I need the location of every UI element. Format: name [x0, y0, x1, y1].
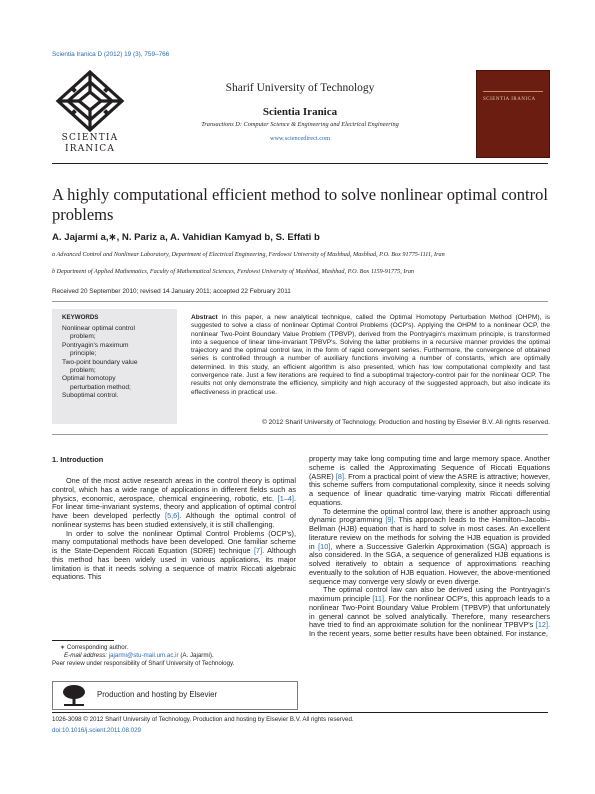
- doi-link[interactable]: doi:10.1016/j.scient.2011.08.029: [52, 727, 141, 734]
- journal-name: Scientia Iranica: [262, 106, 338, 118]
- affiliation-a: a Advanced Control and Nonlinear Laboratory, Department of Electrical Engineering, Ferdowsi University of Mashhad, Mashhad, P.O. Box 91775-1111, Iran: [52, 251, 445, 258]
- affiliation-b: b Department of Applied Mathematics, Faculty of Mathematical Sciences, Ferdowsi University of Mashhad, Mashhad, P.O. Box 1159-91775, Iran: [52, 268, 415, 275]
- right-column: [309, 455, 550, 639]
- left-column: [52, 477, 296, 582]
- paragraph: property may take long computing time and large memory space. Another scheme is called the Approximating Sequence of Riccati Equations (ASRE) [8]. From a practical point of view the ASRE is attractive; however, this scheme suffers from computational complexity, since it needs solving a sequence of linear quadratic time-varying matrix Riccati differential equations.: [309, 454, 550, 507]
- issn-copyright: 1026-3098 © 2012 Sharif University of Technology. Production and hosting by Elsevier B.V. All rights reserved.: [52, 716, 354, 723]
- cover-title: SCIENTIA IRANICA: [483, 97, 536, 102]
- abstract-copyright: © 2012 Sharif University of Technology. Production and hosting by Elsevier B.V. All rights reserved.: [261, 419, 550, 426]
- cover-rule: [483, 91, 543, 92]
- abstract-text: In this paper, a new analytical technique, called the Optimal Homotopy Perturbation Method (OHPM), is suggested to solve a class of nonlinear Optimal Control Problems (OCP's). Applying the OHPM to a nonlinear OCP, the nonlinear Two-Point Boundary Value Problem (TPBVP), derived from the Pontryagin's maximum principle, is transformed into a sequence of linear time-invariant TPBVP's. Solving the latter problems in a recursive manner provides the optimal trajectory and the optimal control law, in the form of rapid convergent series. Furthermore, the convergence of obtained series is controlled through a number of auxiliary functions involving a number of constants, which are optimally determined. In this study, an efficient algorithm is also presented, which has low computational complexity and fast convergence rate. Just a few iterations are required to find a suboptimal trajectory-control pair for the nonlinear OCP. The results not only demonstrate the efficiency, simplicity and high accuracy of the suggested approach, but also indicate its effectiveness in practical use.: [191, 314, 550, 396]
- article-dates: Received 20 September 2010; revised 14 January 2011; accepted 22 February 2011: [52, 288, 291, 295]
- abstract-divider: [52, 434, 548, 435]
- paragraph: To determine the optimal control law, there is another approach using dynamic programming [9]. This approach leads to the Hamilton–Jacobi–Bellman (HJB) equation that is hard to solve in most cases. An excellent literature review on the methods for solving the HJB equation is provided in [10], where a Successive Galerkin Approximation (SGA) approach is also considered. In the SGA, a sequence of generalized HJB equations is solved iteratively to obtain a sequence of approximations reaching eventually to the solution of HJB equation. However, the above-mentioned sequence may converge very slowly or even diverge.: [309, 506, 550, 586]
- corresponding-author-note: ∗ Corresponding author.: [60, 644, 129, 651]
- journal-header: [135, 82, 465, 142]
- footer-divider: [52, 712, 548, 713]
- peer-review-note: Peer review under responsibility of Sharif University of Technology.: [52, 660, 235, 667]
- elsevier-tree-icon: [61, 684, 87, 707]
- keyword-item: Two-point boundary value problem;: [62, 358, 138, 375]
- journal-subtitle: Transactions D: Computer Science & Engineering and Electrical Engineering: [201, 121, 399, 128]
- footnote-rule: [52, 640, 114, 641]
- logo-line-2: IRANICA: [64, 144, 116, 154]
- university-name: Sharif University of Technology: [225, 82, 375, 94]
- header-divider: [52, 163, 548, 164]
- reference-link[interactable]: [10]: [318, 541, 331, 551]
- elsevier-banner: [52, 681, 298, 710]
- logo-knot-icon: [52, 70, 128, 132]
- article-title: A highly computational efficient method to solve nonlinear optimal control problems: [52, 185, 548, 224]
- paragraph: The optimal control law can also be derived using the Pontryagin's maximum principle [11]. For the nonlinear OCP's, this approach leads to a nonlinear Two-Point Boundary Value Problem (TPBVP) that unfortunately in general cannot be solved analytically. Therefore, many researchers have tried to find an approximate solution for the nonlinear TPBVP's [12]. In the recent years, some better results have been obtained. For instance,: [309, 585, 550, 638]
- journal-cover-thumbnail: [476, 70, 550, 158]
- keyword-item: Pontryagin's maximum principle;: [62, 341, 129, 358]
- paragraph: In order to solve the nonlinear Optimal Control Problems (OCP's), many computational methods have been developed. One familiar scheme is the State-Dependent Riccati Equation (SDRE) technique [7]. Although this method has been widely used in various applications, its major limitation is that it needs solving a sequence of matrix Riccati algebraic equations. This: [52, 528, 296, 582]
- abstract: [191, 314, 550, 397]
- email-link[interactable]: jajarmi@stu-mail.um.ac.ir: [108, 652, 179, 659]
- elsevier-label: Production and hosting by Elsevier: [97, 690, 218, 699]
- reference-link[interactable]: [9]: [385, 515, 394, 525]
- keywords-list: [62, 325, 174, 401]
- logo-line-1: SCIENTIA: [61, 133, 119, 143]
- logo-wordmark: [52, 133, 128, 155]
- author-list: A. Jajarmi a,∗, N. Pariz a, A. Vahidian Kamyad b, S. Effati b: [52, 232, 320, 243]
- reference-link[interactable]: [8]: [335, 471, 344, 481]
- keyword-item: Suboptimal control.: [62, 392, 119, 400]
- reference-link[interactable]: [12]: [535, 620, 548, 630]
- keyword-item: Nonlinear optimal control problem;: [62, 325, 135, 341]
- keywords-heading: KEYWORDS: [62, 314, 99, 321]
- journal-citation: Scientia Iranica D (2012) 19 (3), 759–766: [52, 51, 170, 58]
- reference-link[interactable]: [1–4]: [277, 493, 294, 503]
- abstract-label: Abstract: [191, 314, 218, 321]
- section-heading: 1. Introduction: [52, 455, 104, 464]
- dates-divider: [52, 301, 548, 302]
- reference-link[interactable]: [5,6]: [165, 511, 180, 520]
- reference-link[interactable]: [7]: [254, 546, 263, 555]
- reference-link[interactable]: [11]: [372, 594, 385, 603]
- keyword-item: Optimal homotopy perturbation method;: [62, 375, 131, 391]
- journal-url-link[interactable]: www.sciencedirect.com: [269, 135, 331, 142]
- email-note: E-mail address: jajarmi@stu-mail.um.ac.ir (A. Jajarmi).: [64, 652, 214, 659]
- paragraph: One of the most active research areas in the control theory is optimal control, which has a wide range of applications in different fields such as physics, economic, aerospace, chemical engineering, robotic, etc. [1–4]. For linear time-invariant systems, theory and application of optimal control have been developed perfectly [5,6]. Although the optimal control of nonlinear systems has been studied extensively, it is still challenging.: [52, 476, 296, 529]
